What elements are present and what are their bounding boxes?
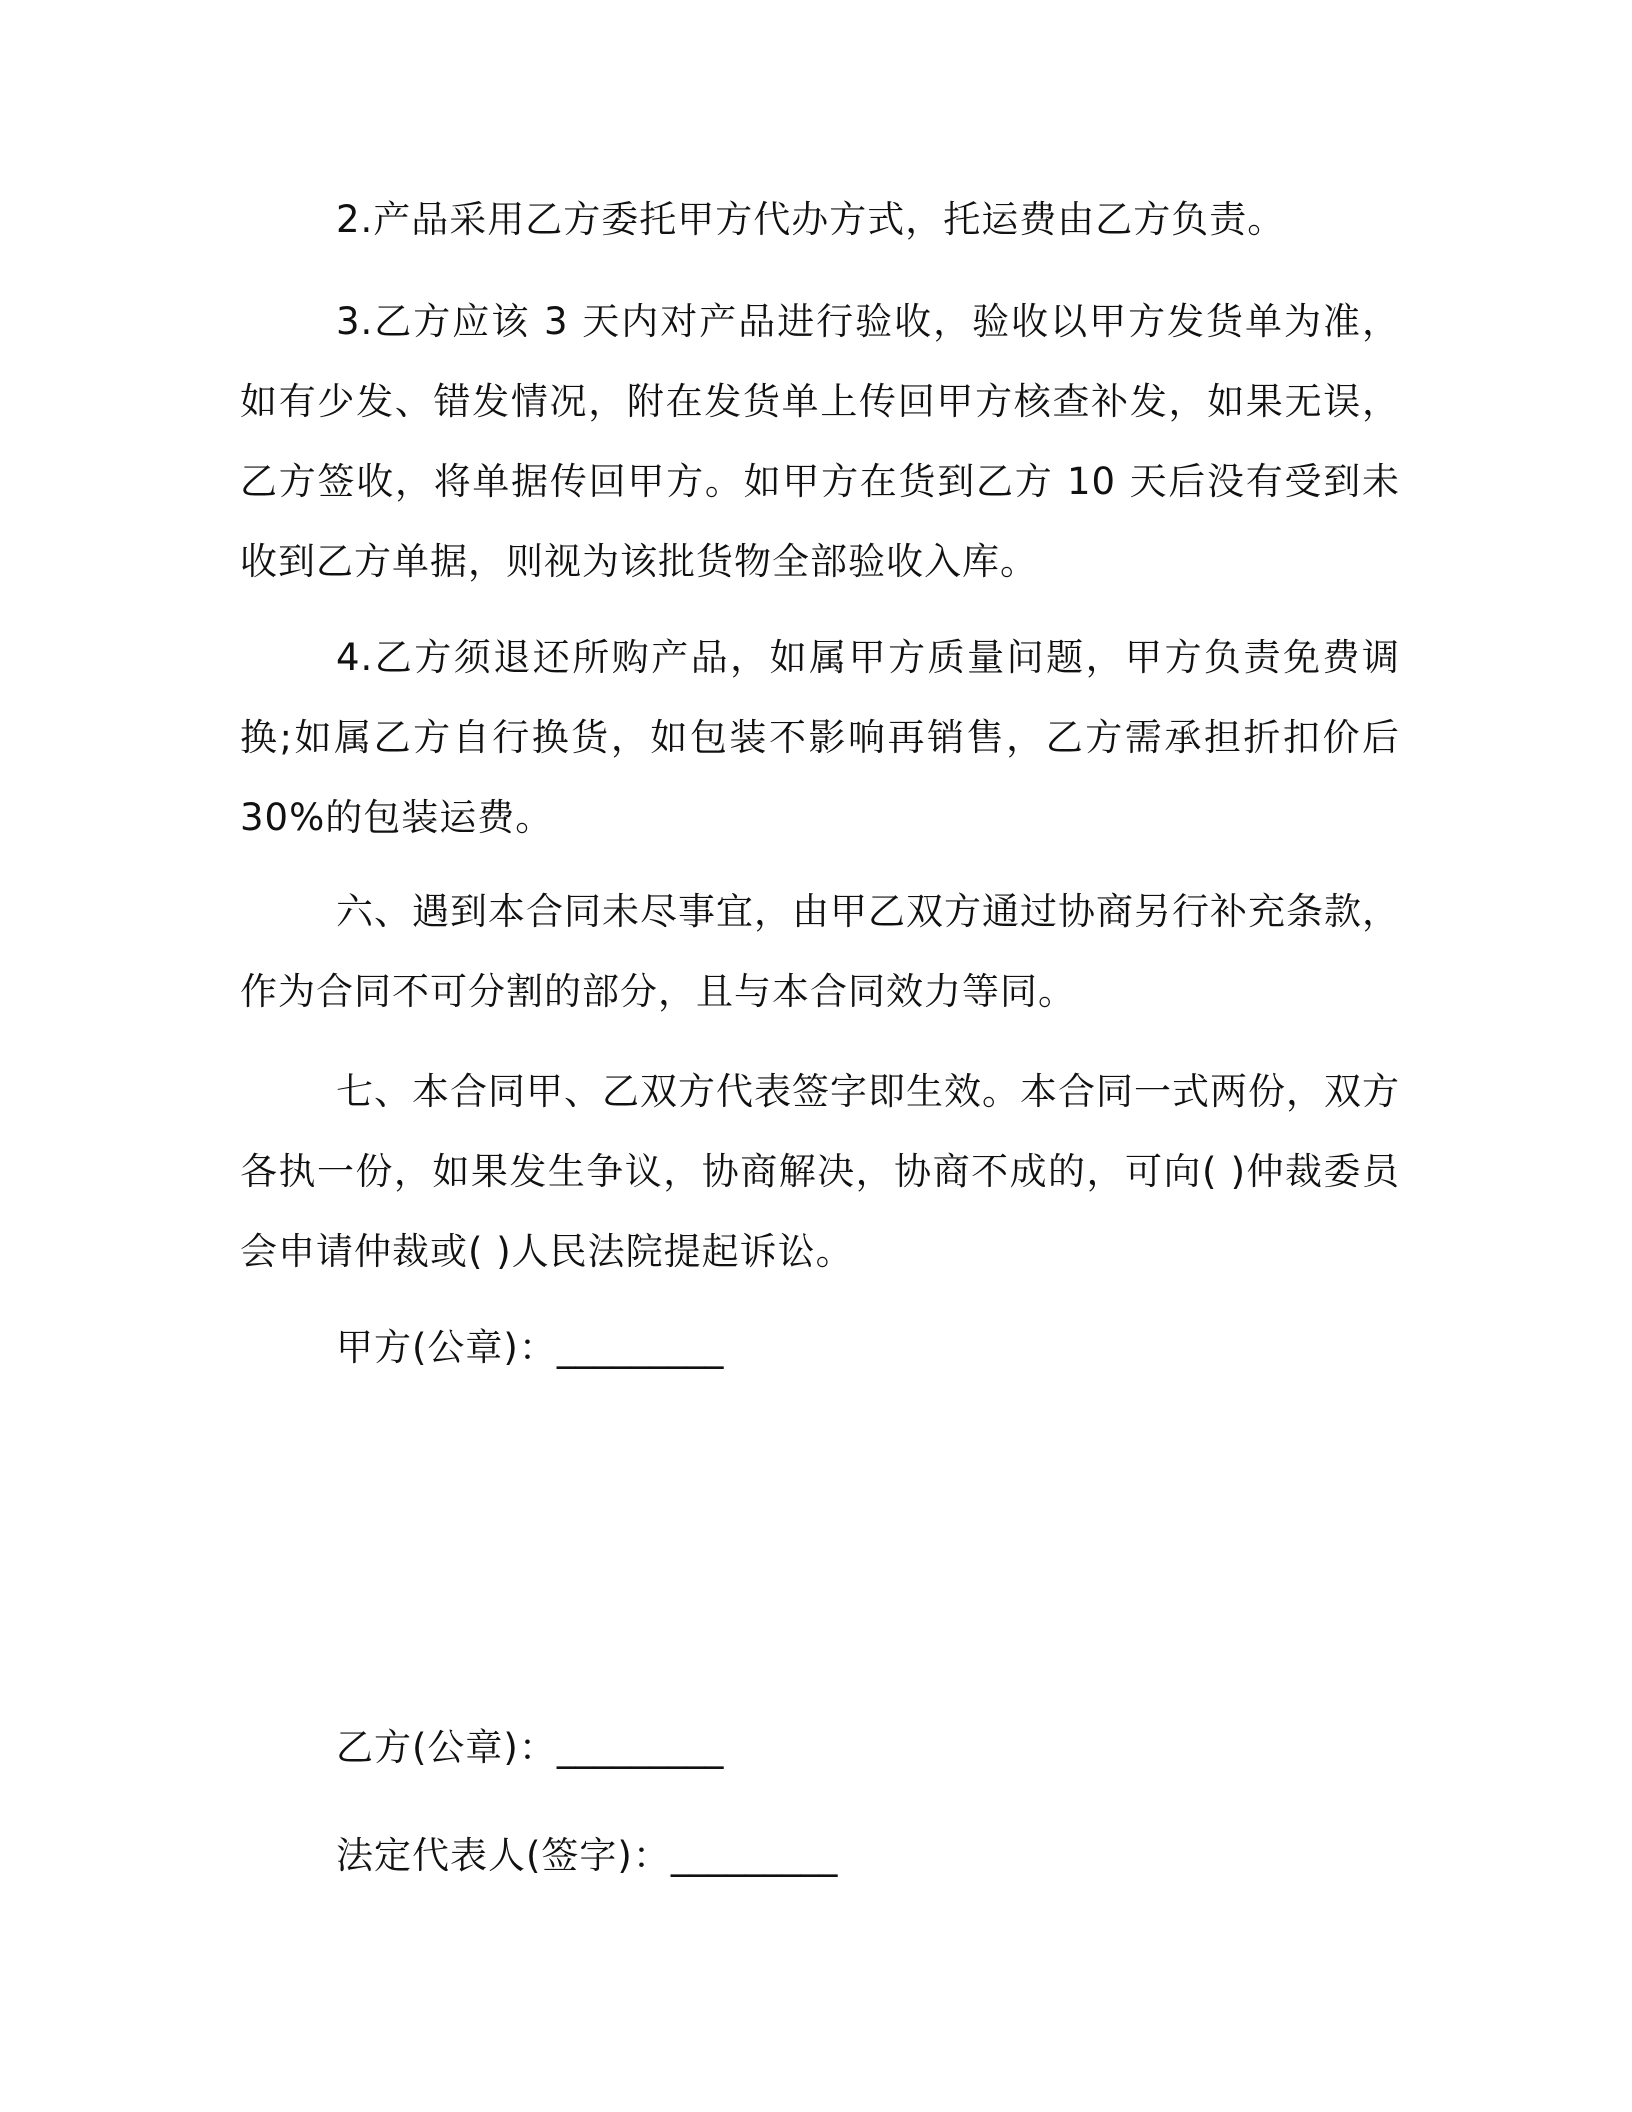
party-b-blank: _________: [556, 1726, 724, 1769]
clause-4-paragraph: 4.乙方须退还所购产品，如属甲方质量问题，甲方负责免费调换;如属乙方自行换货，如包装不影响再销售，乙方需承担折扣价后 30%的包装运费。: [240, 636, 1400, 839]
legal-rep-signature-line: [336, 1826, 837, 1886]
clause-3-paragraph: 3.乙方应该 3 天内对产品进行验收，验收以甲方发货单为准，如有少发、错发情况，附在发货单上传回甲方核查补发，如果无误，乙方签收，将单据传回甲方。如甲方在货到乙方 10 天后没有受到未收到乙方单据，则视为该批货物全部验收入库。: [240, 300, 1400, 583]
party-a-label: 甲方(公章)：: [336, 1326, 557, 1369]
party-b-seal-line: [336, 1718, 723, 1778]
article-6-paragraph: 六、遇到本合同未尽事宜，由甲乙双方通过协商另行补充条款，作为合同不可分割的部分，且与本合同效力等同。: [240, 890, 1400, 1013]
legal-rep-blank: _________: [670, 1834, 838, 1877]
party-a-blank: _________: [556, 1326, 724, 1369]
party-a-seal-line: [336, 1318, 723, 1378]
party-b-label: 乙方(公章)：: [336, 1726, 557, 1769]
clause-2-paragraph: 2.产品采用乙方委托甲方代办方式，托运费由乙方负责。: [336, 198, 1286, 241]
article-7-paragraph: 七、本合同甲、乙双方代表签字即生效。本合同一式两份，双方各执一份，如果发生争议，协商解决，协商不成的，可向( )仲裁委员会申请仲裁或( )人民法院提起诉讼。: [240, 1070, 1400, 1273]
legal-rep-label: 法定代表人(签字)：: [336, 1834, 671, 1877]
